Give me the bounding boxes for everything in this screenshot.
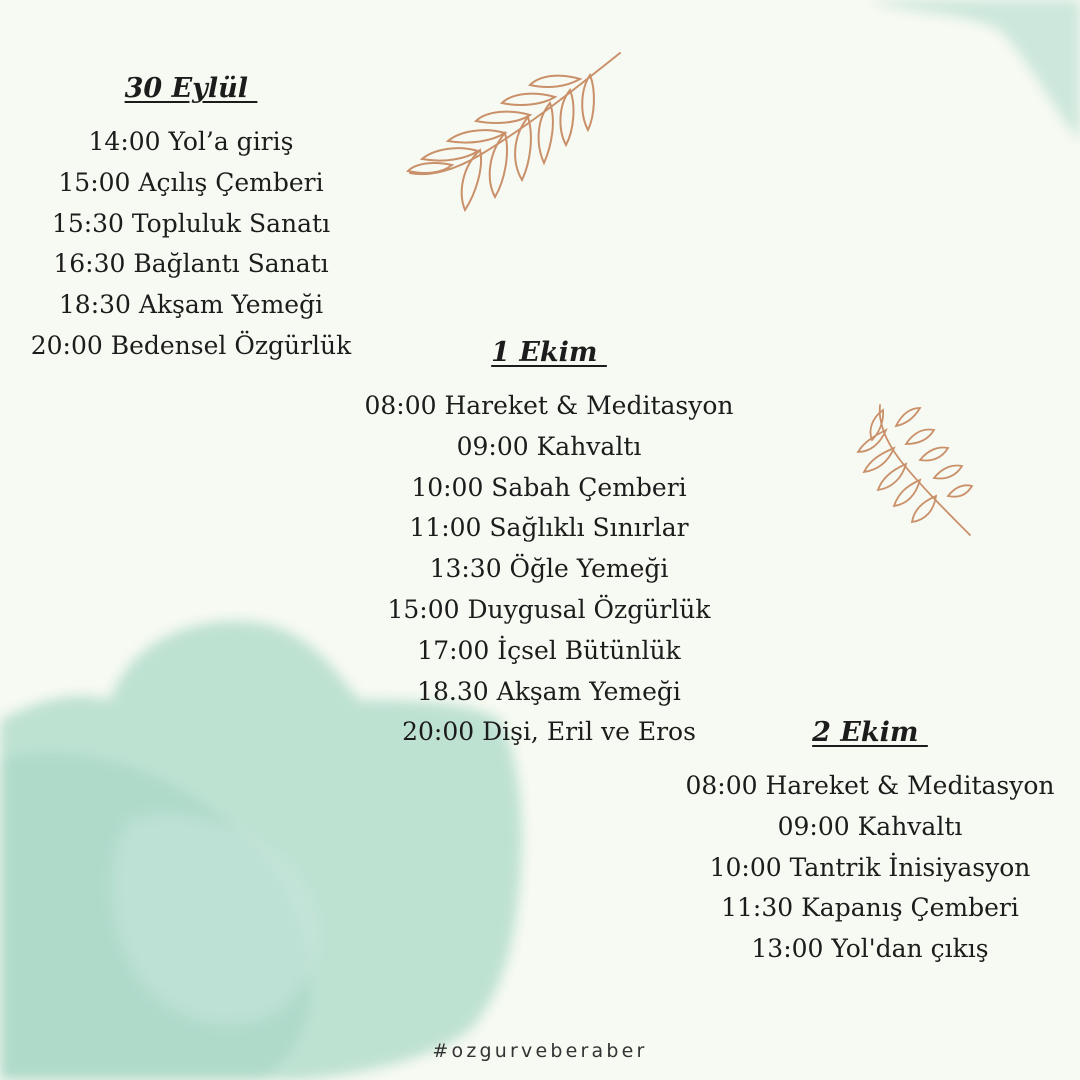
day-title: 2 Ekim xyxy=(812,717,928,748)
schedule-item: 16:30 Bağlantı Sanatı xyxy=(53,249,329,279)
schedule-list xyxy=(10,122,372,367)
schedule-item: 20:00 Dişi, Eril ve Eros xyxy=(402,717,696,747)
hashtag: #ozgurveberaber xyxy=(432,1040,648,1062)
schedule-list xyxy=(358,386,740,753)
schedule-item: 09:00 Kahvaltı xyxy=(777,811,963,841)
leaf-branch-icon xyxy=(850,400,975,540)
day-title: 30 Eylül xyxy=(124,73,258,104)
schedule-item: 08:00 Hareket & Meditasyon xyxy=(364,391,734,420)
schedule-item: 10:00 Sabah Çemberi xyxy=(411,472,687,502)
schedule-item: 10:00 Tantrik İnisiyasyon xyxy=(709,852,1031,882)
schedule-item: 09:00 Kahvaltı xyxy=(456,431,642,461)
day-title: 1 Ekim xyxy=(491,337,607,368)
day-schedule-30-eylul xyxy=(10,72,372,367)
schedule-item: 13:30 Öğle Yemeği xyxy=(429,554,669,584)
day-schedule-2-ekim xyxy=(668,716,1072,970)
schedule-item: 15:00 Duygusal Özgürlük xyxy=(387,594,711,624)
schedule-item: 13:00 Yol'dan çıkış xyxy=(751,934,989,964)
schedule-item: 18.30 Akşam Yemeği xyxy=(417,676,681,706)
schedule-item: 15:30 Topluluk Sanatı xyxy=(51,208,331,238)
schedule-item: 18:30 Akşam Yemeği xyxy=(58,290,324,320)
schedule-item: 11:30 Kapanış Çemberi xyxy=(721,893,1019,923)
schedule-item: 08:00 Hareket & Meditasyon xyxy=(685,771,1055,800)
schedule-item: 20:00 Bedensel Özgürlük xyxy=(30,330,352,360)
schedule-item: 11:00 Sağlıklı Sınırlar xyxy=(409,513,689,543)
schedule-item: 14:00 Yol’a giriş xyxy=(88,127,294,156)
schedule-item: 17:00 İçsel Bütünlük xyxy=(417,635,681,665)
schedule-item: 15:00 Açılış Çemberi xyxy=(58,167,324,197)
day-schedule-1-ekim xyxy=(358,336,740,753)
schedule-list xyxy=(668,766,1072,970)
leaf-branch-icon xyxy=(400,45,630,215)
